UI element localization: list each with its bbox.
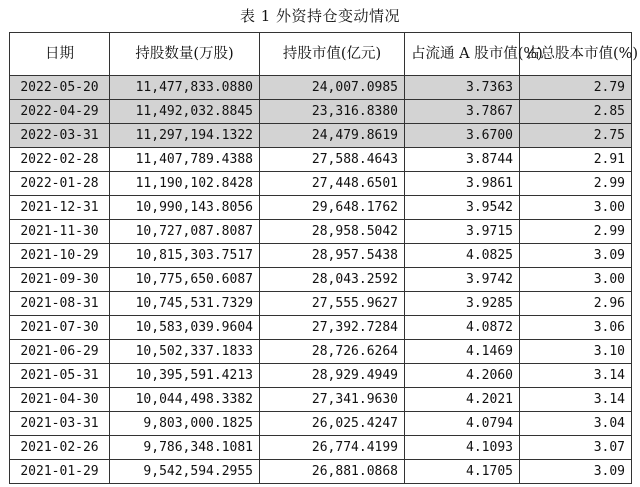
table-row [10, 100, 632, 124]
header-pct-float-a: 占流通 A 股市值(%) [405, 33, 520, 76]
cell-pct-total: 2.99 [520, 220, 632, 244]
cell-pct-float-a: 4.1093 [405, 436, 520, 460]
cell-pct-total: 2.75 [520, 124, 632, 148]
table-row [10, 340, 632, 364]
cell-date: 2021-09-30 [10, 268, 110, 292]
header-shares: 持股数量(万股) [110, 33, 260, 76]
table-row [10, 316, 632, 340]
cell-shares: 10,745,531.7329 [110, 292, 260, 316]
cell-date: 2021-11-30 [10, 220, 110, 244]
cell-date: 2021-06-29 [10, 340, 110, 364]
cell-shares: 10,583,039.9604 [110, 316, 260, 340]
cell-shares: 11,297,194.1322 [110, 124, 260, 148]
cell-market-value: 28,043.2592 [260, 268, 405, 292]
cell-market-value: 24,479.8619 [260, 124, 405, 148]
header-pct-total: 占总股本市值(%) [520, 33, 632, 76]
cell-date: 2021-12-31 [10, 196, 110, 220]
cell-pct-float-a: 4.2060 [405, 364, 520, 388]
cell-market-value: 27,341.9630 [260, 388, 405, 412]
cell-pct-total: 3.09 [520, 460, 632, 484]
cell-date: 2022-05-20 [10, 76, 110, 100]
cell-market-value: 26,881.0868 [260, 460, 405, 484]
table-row [10, 124, 632, 148]
table-header-row [10, 33, 632, 76]
cell-pct-float-a: 3.9742 [405, 268, 520, 292]
cell-shares: 10,044,498.3382 [110, 388, 260, 412]
cell-market-value: 27,448.6501 [260, 172, 405, 196]
cell-date: 2022-01-28 [10, 172, 110, 196]
table-row [10, 436, 632, 460]
header-market-value: 持股市值(亿元) [260, 33, 405, 76]
cell-pct-total: 3.06 [520, 316, 632, 340]
cell-shares: 11,190,102.8428 [110, 172, 260, 196]
cell-pct-float-a: 3.7363 [405, 76, 520, 100]
cell-shares: 9,786,348.1081 [110, 436, 260, 460]
cell-shares: 10,990,143.8056 [110, 196, 260, 220]
cell-shares: 10,727,087.8087 [110, 220, 260, 244]
cell-pct-float-a: 3.9861 [405, 172, 520, 196]
cell-shares: 10,395,591.4213 [110, 364, 260, 388]
cell-pct-float-a: 4.1469 [405, 340, 520, 364]
cell-pct-total: 2.91 [520, 148, 632, 172]
cell-market-value: 27,392.7284 [260, 316, 405, 340]
cell-pct-float-a: 4.0825 [405, 244, 520, 268]
cell-market-value: 29,648.1762 [260, 196, 405, 220]
table-row [10, 268, 632, 292]
cell-market-value: 28,726.6264 [260, 340, 405, 364]
cell-pct-total: 2.96 [520, 292, 632, 316]
cell-pct-total: 2.79 [520, 76, 632, 100]
cell-pct-float-a: 3.6700 [405, 124, 520, 148]
cell-shares: 9,542,594.2955 [110, 460, 260, 484]
cell-date: 2021-10-29 [10, 244, 110, 268]
cell-shares: 10,775,650.6087 [110, 268, 260, 292]
table-row [10, 148, 632, 172]
cell-pct-total: 3.04 [520, 412, 632, 436]
cell-date: 2021-01-29 [10, 460, 110, 484]
cell-pct-total: 3.09 [520, 244, 632, 268]
cell-pct-total: 3.00 [520, 196, 632, 220]
cell-pct-total: 3.07 [520, 436, 632, 460]
cell-shares: 10,502,337.1833 [110, 340, 260, 364]
cell-market-value: 26,025.4247 [260, 412, 405, 436]
cell-pct-float-a: 3.8744 [405, 148, 520, 172]
cell-market-value: 24,007.0985 [260, 76, 405, 100]
cell-date: 2021-05-31 [10, 364, 110, 388]
table-row [10, 292, 632, 316]
cell-market-value: 28,929.4949 [260, 364, 405, 388]
cell-market-value: 26,774.4199 [260, 436, 405, 460]
cell-date: 2022-04-29 [10, 100, 110, 124]
table-row [10, 364, 632, 388]
cell-pct-float-a: 3.7867 [405, 100, 520, 124]
table-row [10, 172, 632, 196]
table-row [10, 220, 632, 244]
cell-shares: 11,492,032.8845 [110, 100, 260, 124]
cell-shares: 9,803,000.1825 [110, 412, 260, 436]
cell-pct-float-a: 4.2021 [405, 388, 520, 412]
foreign-holdings-table [9, 32, 639, 484]
cell-date: 2021-02-26 [10, 436, 110, 460]
cell-date: 2021-03-31 [10, 412, 110, 436]
cell-pct-total: 3.00 [520, 268, 632, 292]
table-caption: 表 1 外资持仓变动情况 [239, 7, 401, 25]
cell-pct-total: 2.85 [520, 100, 632, 124]
cell-date: 2021-08-31 [10, 292, 110, 316]
cell-market-value: 27,588.4643 [260, 148, 405, 172]
header-date: 日期 [10, 33, 110, 76]
cell-pct-total: 3.14 [520, 364, 632, 388]
cell-market-value: 28,958.5042 [260, 220, 405, 244]
cell-date: 2021-04-30 [10, 388, 110, 412]
cell-market-value: 27,555.9627 [260, 292, 405, 316]
cell-date: 2022-03-31 [10, 124, 110, 148]
table-row [10, 244, 632, 268]
cell-shares: 10,815,303.7517 [110, 244, 260, 268]
table-row [10, 460, 632, 484]
cell-date: 2022-02-28 [10, 148, 110, 172]
cell-pct-float-a: 4.0872 [405, 316, 520, 340]
table-row [10, 388, 632, 412]
cell-shares: 11,477,833.0880 [110, 76, 260, 100]
cell-pct-float-a: 4.1705 [405, 460, 520, 484]
table-body [10, 76, 632, 484]
cell-shares: 11,407,789.4388 [110, 148, 260, 172]
table-row [10, 196, 632, 220]
cell-pct-float-a: 3.9542 [405, 196, 520, 220]
table-row [10, 412, 632, 436]
cell-date: 2021-07-30 [10, 316, 110, 340]
cell-pct-total: 3.10 [520, 340, 632, 364]
cell-market-value: 23,316.8380 [260, 100, 405, 124]
cell-market-value: 28,957.5438 [260, 244, 405, 268]
cell-pct-total: 2.99 [520, 172, 632, 196]
cell-pct-float-a: 3.9285 [405, 292, 520, 316]
table-row [10, 76, 632, 100]
cell-pct-total: 3.14 [520, 388, 632, 412]
cell-pct-float-a: 4.0794 [405, 412, 520, 436]
cell-pct-float-a: 3.9715 [405, 220, 520, 244]
